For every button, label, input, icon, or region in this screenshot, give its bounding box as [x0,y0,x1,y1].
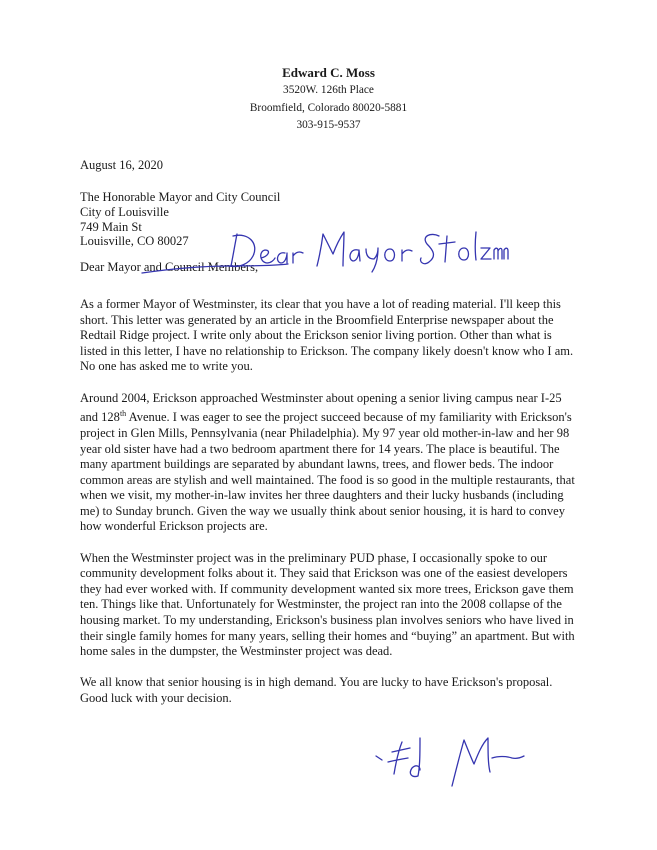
paragraph-3: When the Westminster project was in the preliminary PUD phase, I occasionally spoke to our community development folks about it. They said that Erickson was one of the easiest developers they had ever worked with. If community development wanted six more trees, Erickson gave them ten. Things like that. Unfortunately for Westminster, the project ran into the 2008 collapse of the housing market. To my understanding, Erickson's business plan involves seniors who have lived in their single family homes for many years, selling their homes and “buying” an apartment. But with home sales in the dumpster, the Westminster project was dead. [80,550,575,659]
handwritten-signature [368,730,528,792]
recipient-line2: City of Louisville [80,204,169,219]
recipient-line3: 749 Main St [80,219,142,234]
typed-salutation: Dear Mayor and Council Members, [80,260,259,274]
paragraph-1: As a former Mayor of Westminster, its clear that you have a lot of reading material. I'll keep this short. This letter was generated by an article in the Broomfield Enterprise newspaper about the Redtail Ridge project. I write only about the Erickson senior living portion. Other than what is listed in this letter, I have no relationship to Erickson. The company likely doesn't know who I am. No one has asked me to write you. [80,297,574,374]
paragraph-4: We all know that senior housing is in high demand. You are lucky to have Erickson's proposal. Good luck with your decision. [80,675,553,705]
paragraph-2 [80,391,580,536]
recipient-line4: Louisville, CO 80027 [80,234,189,249]
paragraph-2-rest: Avenue. I was eager to see the project succeed because of my familiarity with Erickson's project in Glen Mills, Pennsylvania (near Philadelphia). My 97 year old mother-in-law and her 98 year old sister have had a two bedroom apartment there for 14 years. The place is beautiful. The many apartment buildings are separated by abundant lawns, trees, and flower beds. The indoor common areas are stylish and well maintained. The food is so good in the multiple restaurants, that when we visit, my mother-in-law invites her three daughters and their lucky husbands (including me) to Sunday brunch. Given the way we usually think about senior housing, it is hard to convey how wonderful Erickson projects are. [80,410,575,534]
letter-date: August 16, 2020 [80,158,163,172]
paragraph-2-start: Around 2004, Erickson approached Westminster about opening a senior living campus near I-25 and 128 [80,390,562,425]
recipient-line1: The Honorable Mayor and City Council [80,190,281,204]
letter-body [80,297,580,722]
recipient-address [80,190,280,249]
sender-address-line1: 3520W. 126th Place [283,84,374,96]
sender-phone: 303-915-9537 [296,119,361,131]
sender-address-line2: Broomfield, Colorado 80020-5881 [249,101,408,114]
letterhead [0,64,657,135]
sender-name: Edward C. Moss [282,65,375,80]
ordinal-superscript: th [119,409,127,419]
